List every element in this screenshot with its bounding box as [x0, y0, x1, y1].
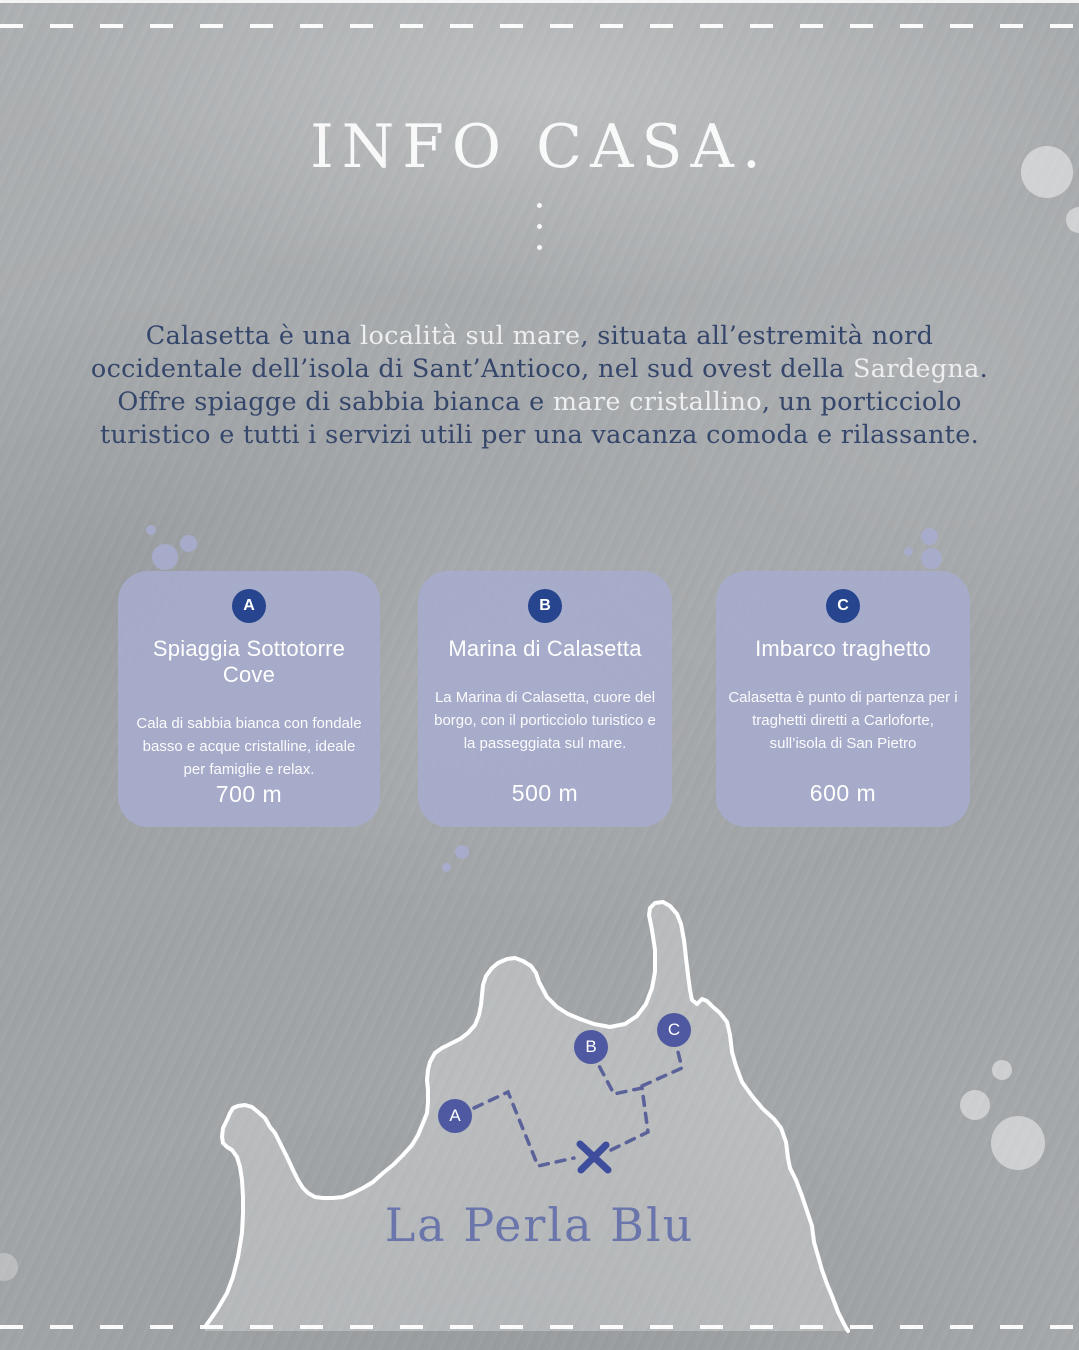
card-distance: 600 m [809, 780, 877, 806]
intro-segment-highlight: mare cristallino [552, 387, 762, 417]
card-description: Cala di sabbia bianca con fondale basso e acque cristalline, ideale per famiglie e relax. [136, 715, 362, 778]
intro-segment: Calasetta è una [145, 321, 360, 351]
map-marker-a: A [438, 1099, 472, 1133]
page-title: INFO CASA. [310, 112, 769, 182]
map-home-label: La Perla Blu [384, 1198, 695, 1252]
intro-segment-highlight: località sul mare [360, 321, 581, 351]
intro-segment: , un porticciolo turistico e tutti i servizi utili per una vacanza comoda e rilassante. [99, 387, 980, 450]
intro-segment: . Offre spiagge di sabbia bianca e [117, 354, 989, 417]
card-title: Marina di Calasetta [448, 636, 642, 661]
badge-c: C [826, 589, 860, 623]
intro-segment-highlight: Sardegna [853, 354, 980, 384]
badge-b: B [528, 589, 562, 623]
card-distance: 500 m [511, 780, 579, 806]
map-marker-b: B [574, 1030, 608, 1064]
card-title: Imbarco traghetto [755, 636, 931, 661]
card-description: La Marina di Calasetta, cuore del borgo, con il porticciolo turistico e la passeggiata sul mare. [434, 689, 656, 752]
map-marker-c: C [657, 1013, 691, 1047]
card-title: Spiaggia Sottotorre Cove [152, 636, 346, 687]
card-description: Calasetta è punto di partenza per i traghetti diretti a Carloforte, sull’isola di San Pietro [728, 689, 958, 752]
intro-segment: , situata all’estremità nord occidentale dell’isola di Sant’Antioco, nel sud ovest della [90, 321, 934, 384]
island-fill [205, 902, 848, 1331]
badge-a: A [232, 589, 266, 623]
bottom-dashed-border [0, 1325, 1079, 1329]
card-distance: 700 m [215, 781, 283, 807]
